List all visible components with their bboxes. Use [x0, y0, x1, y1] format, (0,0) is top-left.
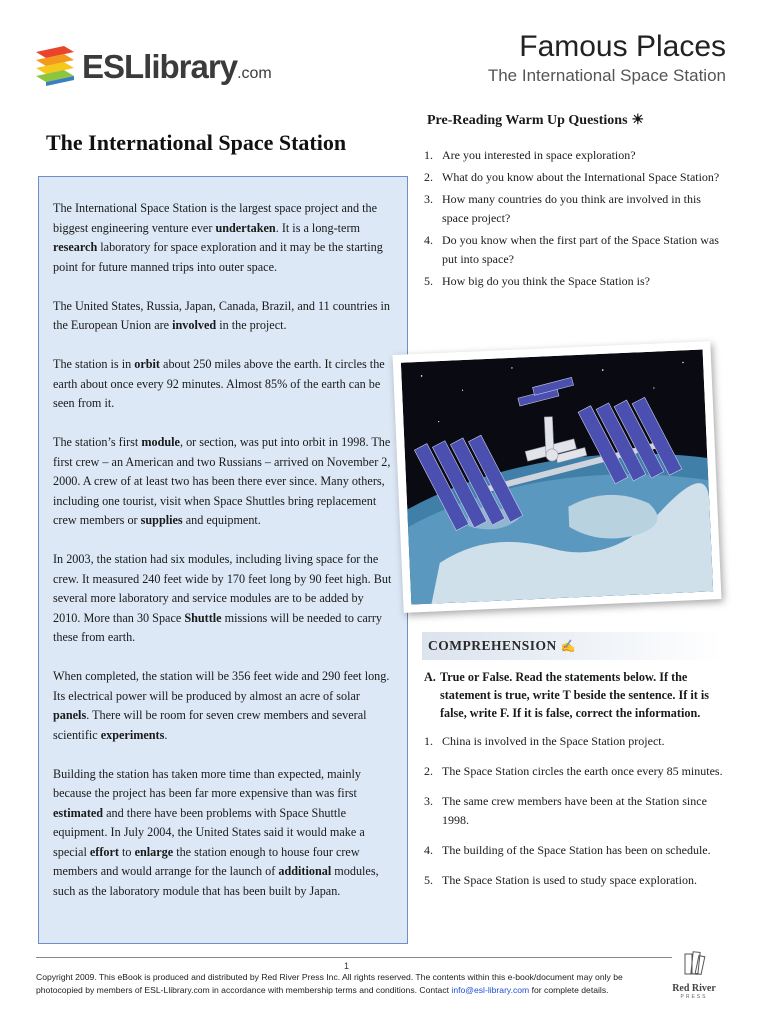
footer-divider — [36, 957, 672, 958]
logo-suffix: .com — [237, 65, 272, 82]
paragraph-text: The station is in — [53, 357, 135, 371]
books-logo-icon — [34, 44, 76, 88]
reading-paragraph — [53, 199, 393, 277]
copyright-text-end: for complete details. — [529, 985, 609, 995]
paragraph-text: . — [164, 727, 168, 742]
statement-text: The Space Station is used to study space exploration. — [442, 873, 697, 887]
reading-paragraph — [53, 297, 393, 336]
page-number: 1 — [344, 961, 350, 971]
reading-paragraph — [53, 433, 393, 531]
paragraph-text: The station’s first — [53, 435, 142, 449]
reading-paragraph — [53, 765, 393, 902]
vocabulary-word: undertaken — [215, 220, 276, 235]
paragraph-text: When completed, the station will be 356 feet wide and 290 feet long. Its electrical power will be produced by almost an acre of solar — [53, 669, 390, 703]
vocabulary-word: additional — [278, 864, 332, 878]
vocabulary-word: effort — [89, 844, 119, 859]
question-text: How big do you think the Space Station is? — [442, 274, 650, 288]
contact-email-link[interactable]: info@esl-library.com — [451, 985, 530, 995]
publisher-name: Red River — [672, 983, 716, 994]
copyright-notice — [36, 971, 656, 997]
logo-wordmark — [82, 48, 272, 86]
paragraph-text: , or section, was put into orbit in 1998. The first crew – an American and two Russians – arrived on November 2, 2000. A crew of at least two has been there ever since. Many others, including one tourist, visit when Space Shuttles bring replacement crew members or — [53, 435, 391, 527]
paragraph-text: and there have been problems with Space Shuttle equipment. In July 2004, the United States said it would make a special — [53, 805, 365, 859]
question-text: Are you interested in space exploration? — [442, 148, 636, 162]
paragraph-text: missions will be needed to carry these from earth. — [53, 610, 383, 644]
statement-number: 3. — [424, 794, 433, 808]
vocabulary-word: research — [53, 240, 98, 254]
question-number: 3. — [424, 192, 433, 206]
space-station-photo — [393, 341, 722, 613]
vocabulary-word: orbit — [134, 357, 160, 371]
series-title: Famous Places — [519, 30, 726, 63]
question-number: 1. — [424, 148, 433, 162]
vocabulary-word: enlarge — [134, 844, 174, 859]
space-station-illustration — [401, 350, 713, 605]
warmup-title-text: Pre-Reading Warm Up Questions — [427, 113, 628, 128]
vocabulary-word: Shuttle — [184, 610, 222, 625]
statement-text: The building of the Space Station has been on schedule. — [442, 843, 711, 857]
warmup-question — [424, 272, 724, 291]
statement-number: 5. — [424, 873, 433, 887]
paragraph-text: . It is a long-term — [275, 220, 360, 235]
publisher-subtext: PRESS — [680, 994, 708, 1000]
paragraph-text: In 2003, the station had six modules, including living space for the crew. It measured 240 feet wide by 170 feet long by 90 feet high. But several more laboratory and service modules are to be added by 2010. More than 30 Space — [53, 552, 392, 625]
paragraph-text: . There will be room for seven crew members and several scientific — [53, 708, 367, 742]
comprehension-statement — [424, 871, 724, 890]
paragraph-text: in the project. — [216, 318, 287, 332]
vocabulary-word: estimated — [53, 805, 104, 820]
esl-library-logo — [34, 44, 274, 92]
paragraph-text: about 250 miles above the earth. It circles the earth about once every 92 minutes. Almost 85% of the earth can be seen from it. — [53, 357, 385, 410]
paragraph-text: the station enough to house four crew members and would arrange for the launch of — [53, 844, 360, 878]
statement-number: 2. — [424, 764, 433, 778]
warmup-question — [424, 190, 724, 228]
vocabulary-word: supplies — [140, 513, 183, 527]
warmup-question — [424, 231, 724, 269]
comprehension-statement — [424, 732, 724, 751]
statement-number: 1. — [424, 734, 433, 748]
reading-paragraph — [53, 550, 393, 648]
paragraph-text: and equipment. — [182, 513, 261, 527]
statement-text: China is involved in the Space Station project. — [442, 734, 665, 748]
book-stack-icon — [679, 948, 709, 978]
paragraph-text: Building the station has taken more time than expected, mainly because the project has been far more expensive than was first — [53, 766, 361, 800]
vocabulary-word: involved — [172, 318, 217, 332]
warmup-question — [424, 168, 724, 187]
vocabulary-word: panels — [53, 708, 87, 722]
question-text: Do you know when the first part of the Space Station was put into space? — [442, 233, 719, 266]
statement-number: 4. — [424, 843, 433, 857]
paragraph-text: to — [118, 844, 135, 859]
red-river-press-logo — [664, 948, 724, 1002]
comprehension-instructions — [424, 668, 724, 722]
question-number: 2. — [424, 170, 433, 184]
warmup-question-list — [424, 146, 724, 294]
warmup-question — [424, 146, 724, 165]
paragraph-text: modules, such as the laboratory module that has been built by Japan. — [53, 864, 379, 898]
comprehension-header — [422, 632, 722, 660]
question-text: What do you know about the International Space Station? — [442, 170, 720, 184]
lesson-title: The International Space Station — [46, 130, 347, 155]
comprehension-statement — [424, 841, 724, 860]
question-number: 5. — [424, 274, 433, 288]
paragraph-text: The United States, Russia, Japan, Canada, Brazil, and 11 countries in the European Union are — [53, 298, 390, 332]
question-number: 4. — [424, 233, 433, 247]
reading-passage-box — [38, 176, 408, 944]
copyright-text: Copyright 2009. This eBook is produced and distributed by Red River Press Inc. All rights reserved. The contents within this e-book/document may only be photocopied by members of ESL-Llibrary.com in accordance with membership terms and conditions. Contact — [36, 972, 623, 995]
statement-text: The Space Station circles the earth once every 85 minutes. — [442, 764, 723, 778]
instruction-label: A. — [424, 670, 436, 684]
vocabulary-word: experiments — [100, 727, 165, 742]
statement-text: The same crew members have been at the Station since 1998. — [442, 794, 707, 827]
vocabulary-word: module — [141, 435, 180, 449]
comprehension-statement — [424, 762, 724, 781]
instruction-text: True or False. Read the statements below. If the statement is true, write T beside the sentence. If it is false, write F. If it is false, correct the information. — [440, 670, 709, 720]
comprehension-statement — [424, 792, 724, 830]
logo-text: ESLlibrary — [82, 48, 238, 85]
paragraph-text: laboratory for space exploration and it may be the starting point for future manned trips into outer space. — [53, 240, 383, 274]
warmup-title — [427, 112, 644, 129]
reading-paragraph — [53, 667, 393, 745]
series-subtitle: The International Space Station — [487, 66, 726, 85]
reading-paragraph — [53, 355, 393, 414]
paragraph-text: The International Space Station is the largest space project and the biggest engineering venture ever — [53, 201, 377, 235]
comprehension-statement-list — [424, 732, 724, 901]
comprehension-title: COMPREHENSION — [428, 638, 557, 653]
pencil-icon: ✍ — [560, 639, 577, 653]
sun-icon: ☀ — [631, 113, 645, 128]
question-text: How many countries do you think are involved in this space project? — [442, 192, 701, 225]
